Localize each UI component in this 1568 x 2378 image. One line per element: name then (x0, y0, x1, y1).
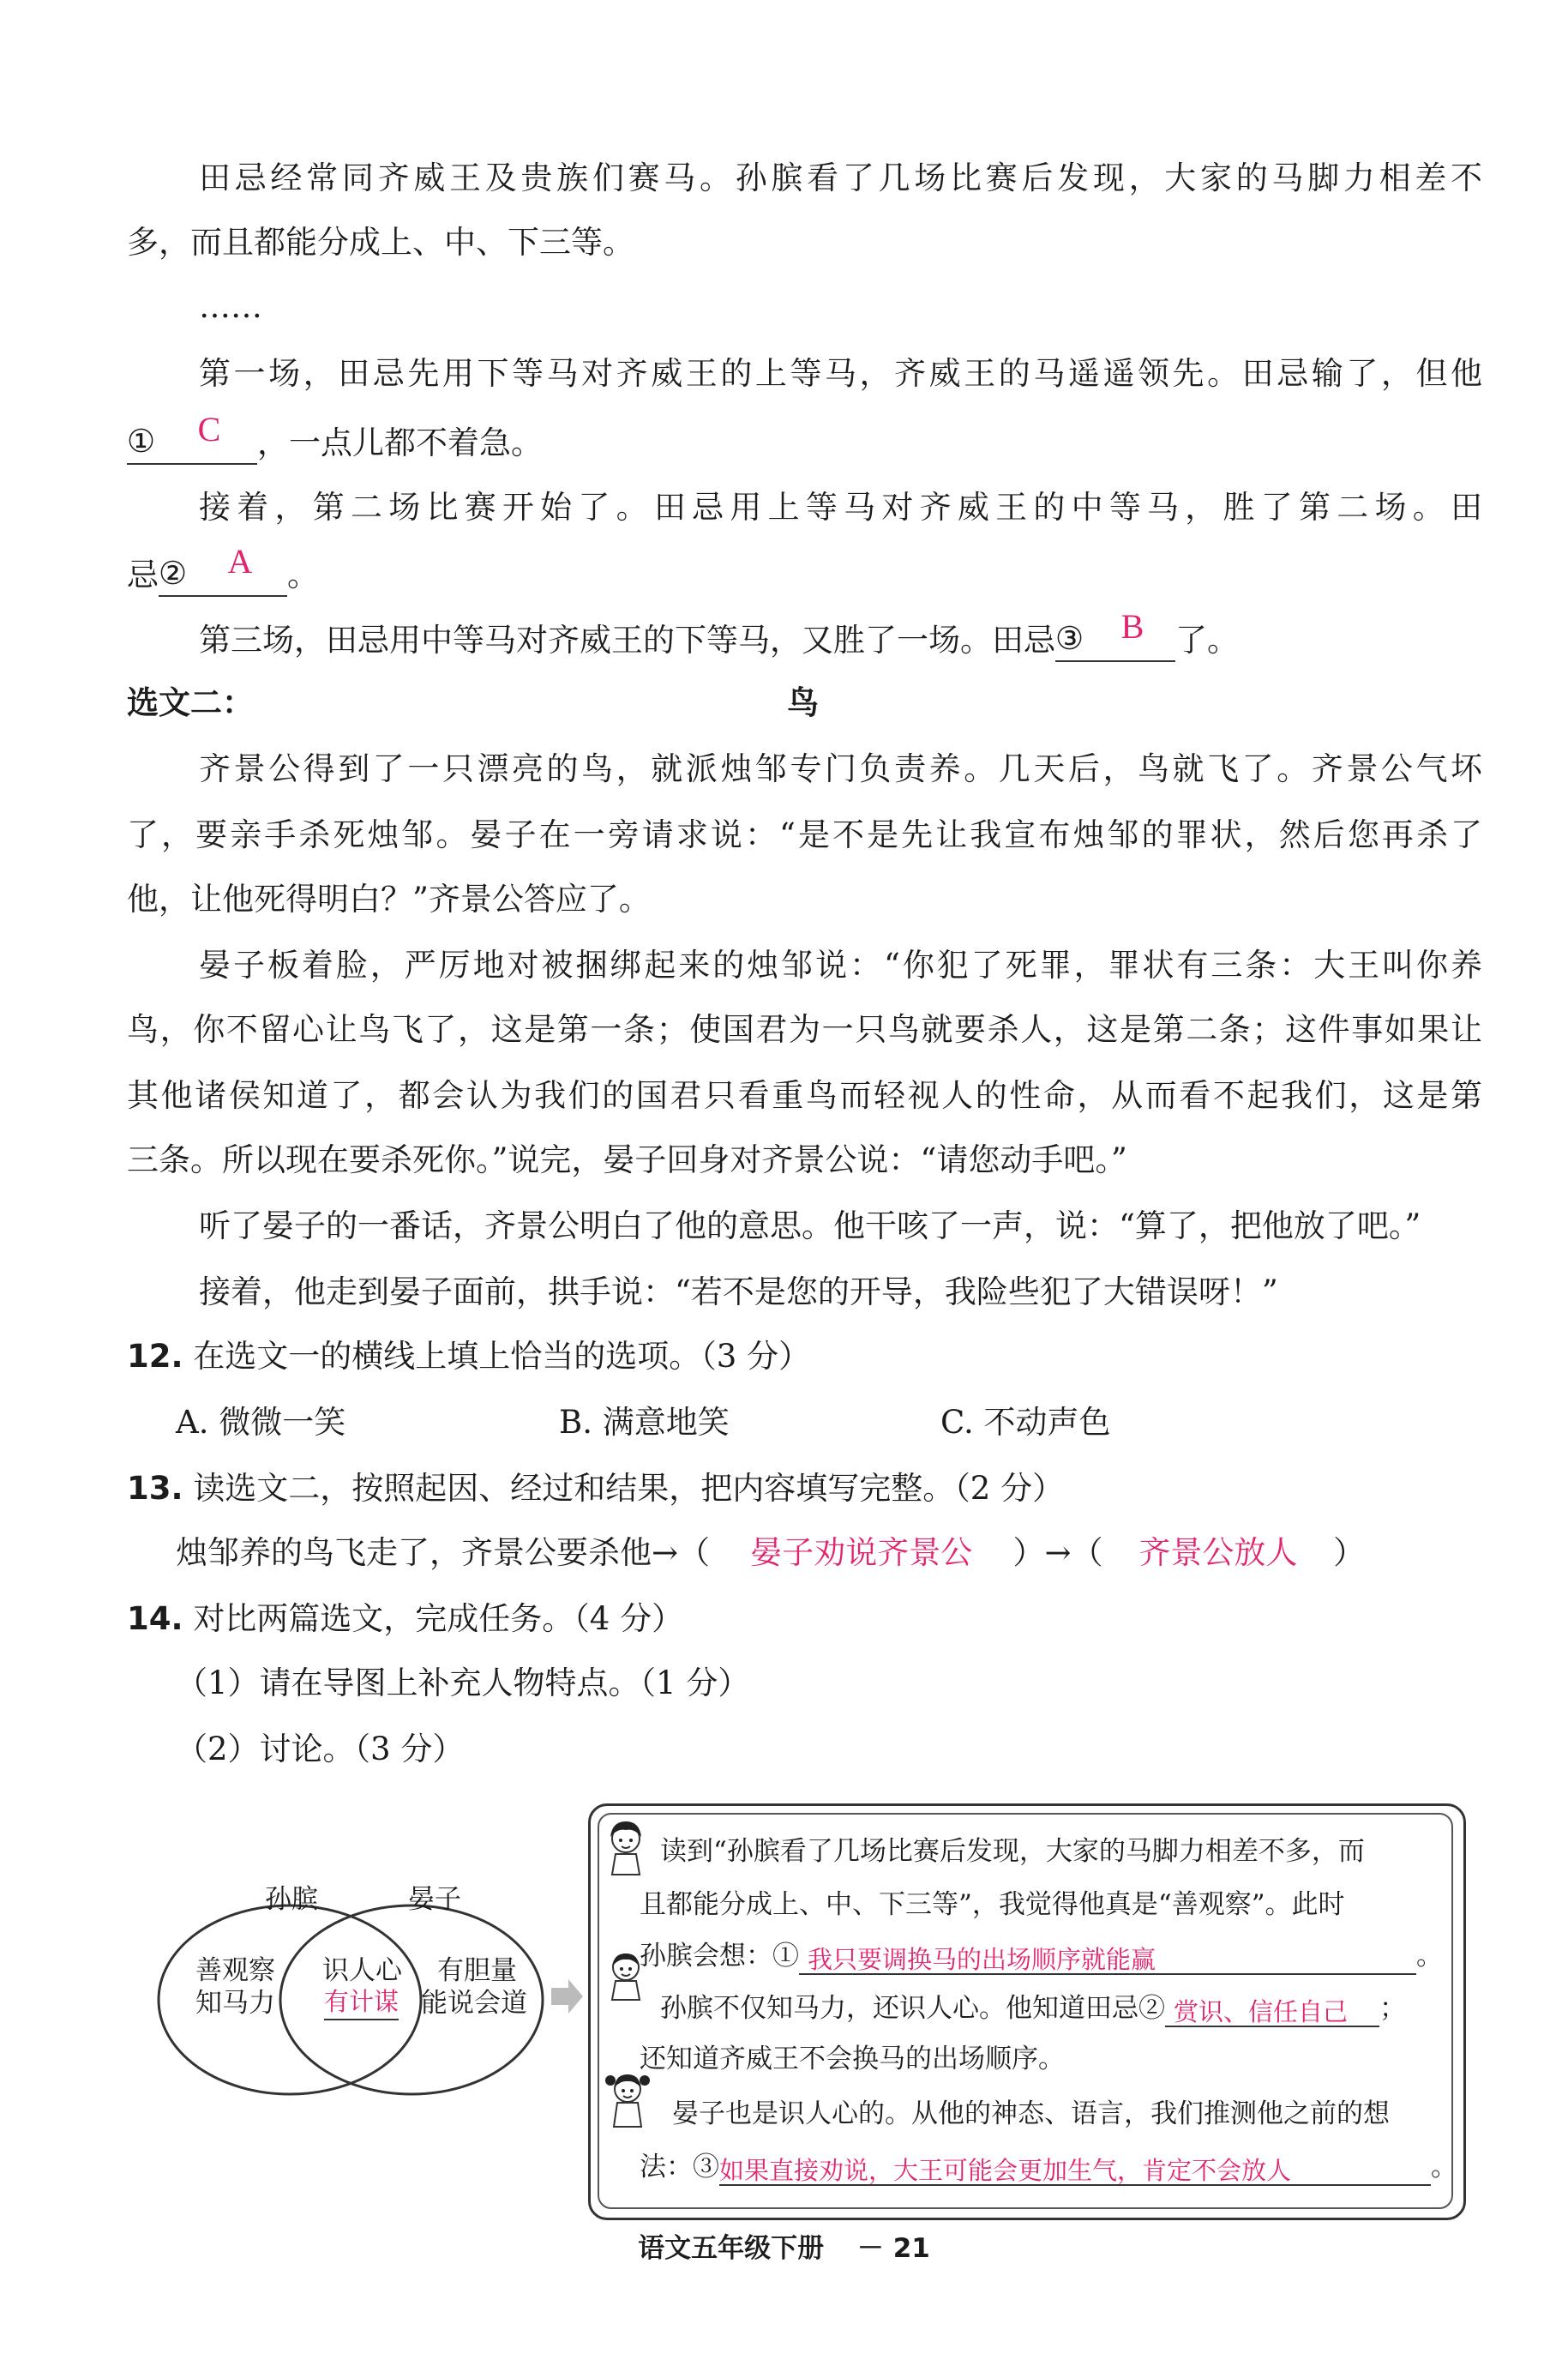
para-text: 了。 (1175, 622, 1239, 659)
footer-book: 语文五年级下册 (638, 2233, 825, 2264)
discussion-text: 孙膑不仅知马力，还识人心。他知道田忌② (660, 1993, 1165, 2024)
para-line: 第一场，田忌先用下等马对齐威王的上等马，齐威王的马遥遥领先。田忌输了，但他 (199, 355, 1482, 392)
arrow-icon (551, 1979, 583, 2014)
discussion-line: 且都能分成上、中、下三等”，我觉得他真是“善观察”。此时 (640, 1889, 1345, 1920)
para-line: 听了晏子的一番话，齐景公明白了他的意思。他干咳了一声，说：“算了，把他放了吧。” (199, 1207, 1421, 1244)
venn-right-trait-2: 能说会道 (421, 1988, 527, 2019)
question-text: 在选文一的横线上填上恰当的选项。（3 分） (193, 1338, 811, 1375)
para-line: 多，而且都能分成上、中、下三等。 (127, 224, 634, 261)
option-b: B. 满意地笑 (559, 1404, 730, 1441)
q13-middle: ）→（ (1012, 1534, 1103, 1571)
discussion-text: 。 (1416, 1941, 1443, 1972)
answer-blank (799, 1939, 1416, 1975)
q13-suffix: ） (1333, 1534, 1366, 1571)
venn-middle-answer: 有计谋 (324, 1984, 399, 2020)
discussion-line: 还知道齐威王不会换马的出场顺序。 (640, 2044, 1065, 2074)
blank-marker: ③ (1055, 620, 1084, 657)
para-line: 其他诸侯知道了，都会认为我们的国君只看重鸟而轻视人的性命，从而看不起我们，这是第 (127, 1077, 1482, 1114)
venn-left-trait-1: 善观察 (195, 1955, 275, 1986)
blank-marker: ② (159, 555, 188, 592)
para-line: 鸟，你不留心让鸟飞了，这是第一条；使国君为一只鸟就要杀人，这是第二条；这件事如果让 (127, 1011, 1482, 1048)
para-line: 他，让他死得明白？”齐景公答应了。 (127, 881, 651, 918)
discussion-line-with-answer (640, 2148, 1457, 2186)
answer-blank (719, 2150, 1431, 2186)
q14-sub-2: （2）讨论。（3 分） (176, 1731, 465, 1767)
para-line: 接着，第二场比赛开始了。田忌用上等马对齐威王的中等马，胜了第二场。田 (199, 489, 1482, 526)
para-line: 三条。所以现在要杀死你。”说完，晏子回身对齐景公说：“请您动手吧。” (127, 1141, 1127, 1178)
discussion-text: 孙膑会想：① (640, 1941, 799, 1972)
option-c: C. 不动声色 (940, 1404, 1111, 1441)
venn-left-name: 孙膑 (265, 1884, 318, 1915)
student-girl-icon (600, 1816, 653, 1876)
venn-right-trait-1: 有胆量 (437, 1955, 517, 1986)
discussion-answer-1: 我只要调换马的出场顺序就能赢 (808, 1945, 1156, 1974)
blank-answer: A (227, 542, 253, 581)
para-line: 晏子板着脸，严厉地对被捆绑起来的烛邹说：“你犯了死罪，罪状有三条：大王叫你养 (199, 947, 1482, 984)
q13-answer-1: 晏子劝说齐景公 (750, 1534, 973, 1571)
section-label: 选文二： (127, 684, 254, 721)
discussion-answer-2: 赏识、信任自己 (1174, 1997, 1349, 2026)
venn-left-trait-2: 知马力 (195, 1988, 275, 2019)
question-number: 13. (127, 1470, 183, 1507)
q13-prefix: 烛邹养的鸟飞走了，齐景公要杀他→（ (176, 1534, 711, 1571)
venn-middle-trait: 识人心 (322, 1955, 402, 1986)
discussion-text: 法：③ (640, 2152, 719, 2182)
discussion-answer-3: 如果直接劝说，大王可能会更加生气，肯定不会放人 (719, 2156, 1292, 2185)
answer-blank (1165, 1991, 1379, 2027)
discussion-line: 晏子也是识人心的。从他的神态、语言，我们推测他之前的想 (672, 2098, 1390, 2129)
question-number: 14. (127, 1600, 183, 1637)
discussion-line-with-answer (640, 1937, 1443, 1975)
discussion-text: 。 (1431, 2152, 1457, 2182)
para-line: 了，要亲手杀死烛邹。晏子在一旁请求说：“是不是先让我宣布烛邹的罪状，然后您再杀了 (127, 816, 1482, 853)
page-footer (0, 2226, 1568, 2265)
venn-right-name: 晏子 (408, 1884, 461, 1915)
discussion-text: ； (1379, 1993, 1406, 2024)
option-a: A. 微微一笑 (176, 1404, 346, 1441)
para-text: 忌 (127, 557, 159, 593)
para-text: 。 (287, 557, 319, 593)
para-text: 第三场，田忌用中等马对齐威王的下等马，又胜了一场。田忌 (199, 622, 1055, 659)
ellipsis: …… (199, 288, 262, 325)
para-line: 田忌经常同齐威王及贵族们赛马。孙膑看了几场比赛后发现，大家的马脚力相差不 (199, 160, 1482, 196)
blank-answer: C (197, 410, 221, 449)
blank-marker: ① (127, 423, 156, 460)
discussion-line: 读到“孙膑看了几场比赛后发现，大家的马脚力相差不多，而 (660, 1836, 1365, 1867)
question-number: 12. (127, 1338, 183, 1375)
q13-answer-2: 齐景公放人 (1138, 1534, 1298, 1571)
question-text: 读选文二，按照起因、经过和结果，把内容填写完整。（2 分） (193, 1470, 1065, 1507)
para-line: 接着，他走到晏子面前，拱手说：“若不是您的开导，我险些犯了大错误呀！” (199, 1273, 1278, 1310)
question-text: 对比两篇选文，完成任务。（4 分） (193, 1600, 684, 1637)
section-title: 鸟 (787, 684, 819, 721)
q14-sub-1: （1）请在导图上补充人物特点。（1 分） (176, 1665, 750, 1701)
para-text: ，一点儿都不着急。 (257, 424, 543, 461)
footer-page-number: － 21 (856, 2233, 930, 2264)
discussion-line-with-answer (660, 1990, 1406, 2027)
para-line: 齐景公得到了一只漂亮的鸟，就派烛邹专门负责养。几天后，鸟就飞了。齐景公气坏 (199, 750, 1482, 787)
blank-answer: B (1120, 607, 1144, 646)
